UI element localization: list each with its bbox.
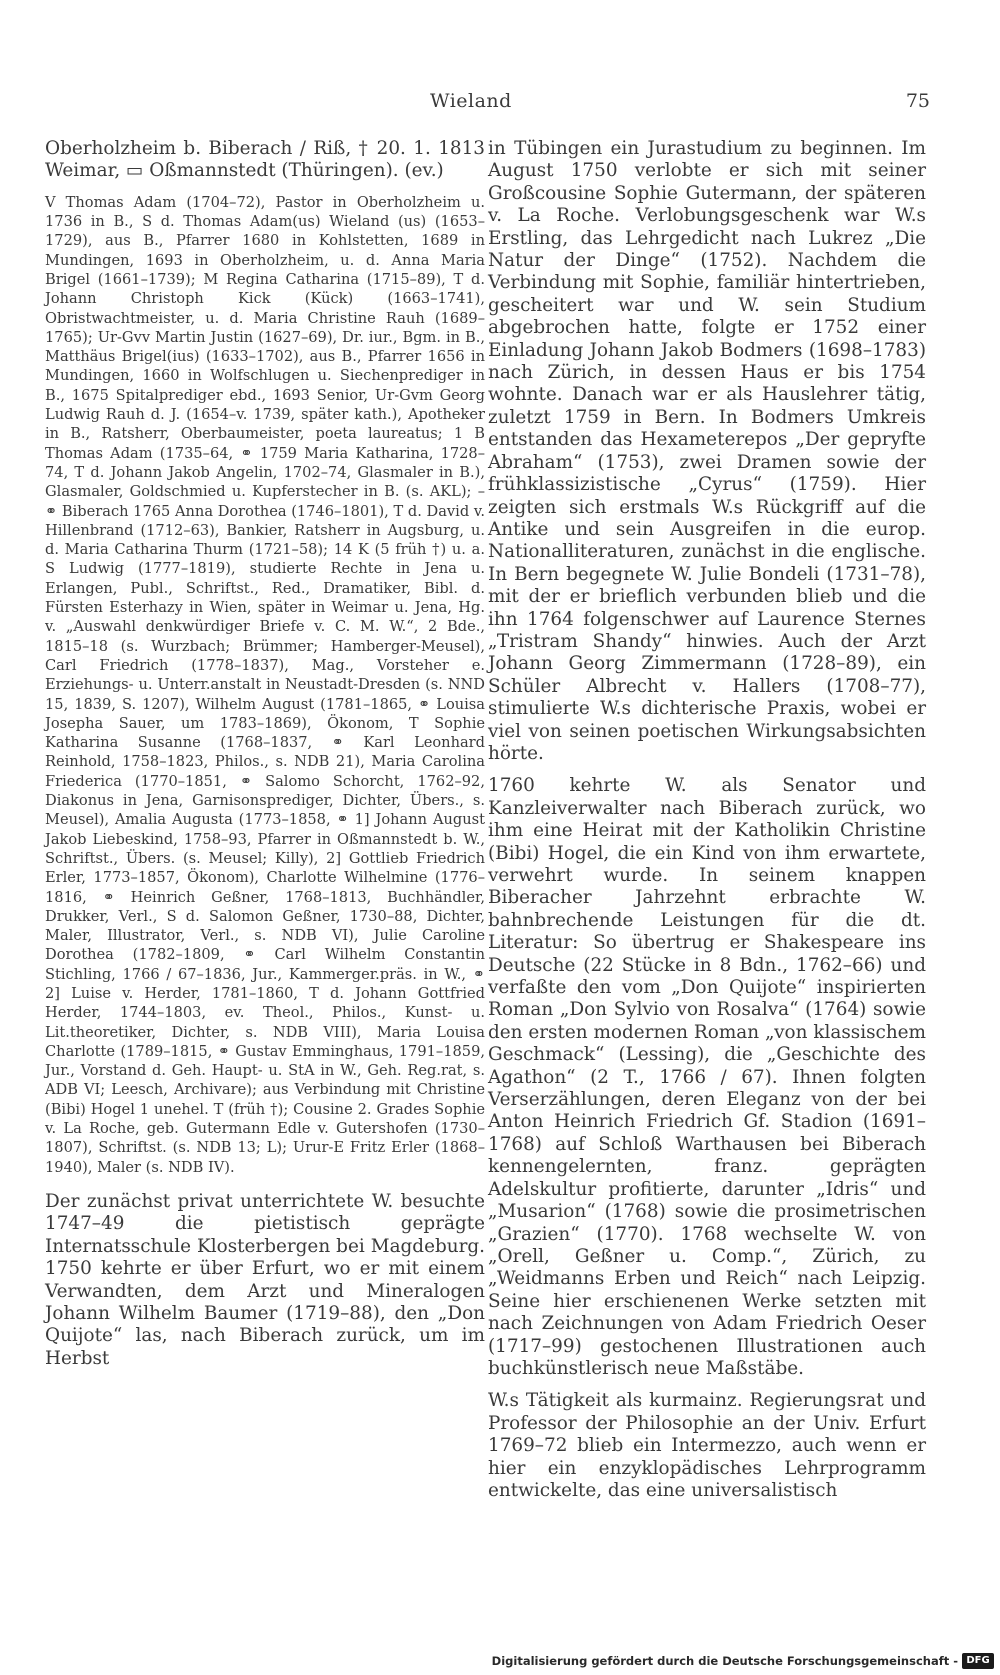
biography-paragraph: in Tübingen ein Jurastudium zu beginnen. Im August 1750 verlobte er sich mit seiner Großcousine Sophie Gutermann, der späteren v. La Roche. Verlobungsgeschenk war W.s Erstling, das Lehrgedicht nach Lukrez „Die Natur der Dinge“ (1752). Nachdem die Verbindung mit Sophie, familiär hintertrieben, gescheitert war und W. sein Studium abgebrochen hatte, folgte er 1752 einer Einladung Johann Jakob Bodmers (1698–1783) nach Zürich, in dessen Haus er bis 1754 wohnte. Danach war er als Hauslehrer tätig, zuletzt 1759 in Bern. In Bodmers Umkreis entstanden das Hexameterepos „Der gepryfte Abraham“ (1753), zwei Dramen sowie der frühklassizistische „Cyrus“ (1759). Hier zeigten sich erstmals W.s Rückgriff auf die Antike und sein Ausgreifen in die europ. Nationalliteraturen, zunächst in die englische. In Bern begegnete W. Julie Bondeli (1731–78), mit der er brieflich verbunden blieb und die ihn 1764 folgenschwer auf Laurence Sternes „Tristram Shandy“ hinwies. Auch der Arzt Johann Georg Zimmermann (1728–89), ein Schüler Albrecht v. Hallers (1708–77), stimulierte W.s dichterische Praxis, wobei er viel von seinen poetischen Wirkungsabsichten hörte.: [488, 138, 926, 764]
biography-paragraph: 1760 kehrte W. als Senator und Kanzleiverwalter nach Biberach zurück, wo ihm eine Heirat mit der Katholikin Christine (Bibi) Hogel, die ein Kind von ihm erwartete, verwehrt wurde. In seinem knappen Biberacher Jahrzehnt erbrachte W. bahnbrechende Leistungen für die dt. Literatur: So übertrug er Shakespeare ins Deutsche (22 Stücke in 8 Bdn., 1762–66) und verfaßte den vom „Don Quijote“ inspirierten Roman „Don Sylvio von Rosalva“ (1764) sowie den ersten modernen Roman „von klassischem Geschmack“ (Lessing), die „Geschichte des Agathon“ (2 T., 1766 / 67). Ihnen folgten Verserzählungen, deren Eleganz von der bei Anton Heinrich Friedrich Gf. Stadion (1691–1768) auf Schloß Warthausen bei Biberach kennengelernten, franz. geprägten Adelskultur profitierte, darunter „Idris“ und „Musarion“ (1768) sowie die prosimetrischen „Grazien“ (1770). 1768 wechselte W. von „Orell, Geßner u. Comp.“, Zürich, zu „Weidmanns Erben und Reich“ nach Leipzig. Seine hier erschienenen Werke setzten mit nach Zeichnungen von Adam Friedrich Oeser (1717–99) gestochenen Illustrationen auch buchkünstlerisch neue Maßstäbe.: [488, 775, 926, 1379]
biography-paragraph: Der zunächst privat unterrichtete W. besuchte 1747–49 die pietistisch geprägte Internatsschule Klosterbergen bei Magdeburg. 1750 kehrte er über Erfurt, wo er mit einem Verwandten, dem Arzt und Mineralogen Johann Wilhelm Baumer (1719–88), den „Don Quijote“ las, nach Biberach zurück, um im Herbst: [45, 1190, 485, 1369]
biography-paragraph: W.s Tätigkeit als kurmainz. Regierungsrat und Professor der Philosophie an der Univ. Erfurt 1769–72 blieb ein Intermezzo, auch wenn er hier ein enzyklopädisches Lehrprogramm entwickelte, das eine universalistisch: [488, 1390, 926, 1501]
biography-intro: Oberholzheim b. Biberach / Riß, † 20. 1. 1813 Weimar, ▭ Oßmannstedt (Thüringen). (ev.): [45, 138, 485, 182]
credit-text: Digitalisierung gefördert durch die Deutsche Forschungsgemeinschaft -: [491, 1654, 958, 1668]
right-column: [488, 138, 926, 1502]
page-number: 75: [905, 90, 930, 112]
running-head: [430, 90, 930, 120]
dfg-logo-icon: DFG: [962, 1653, 994, 1669]
running-title: Wieland: [430, 90, 512, 112]
genealogy-paragraph: V Thomas Adam (1704–72), Pastor in Oberholzheim u. 1736 in B., S d. Thomas Adam(us) Wieland (us) (1653–1729), aus B., Pfarrer 1680 in Kohlstetten, 1689 in Mundingen, 1693 in Oberholzheim, u. d. Anna Maria Brigel (1661–1739); M Regina Catharina (1715–89), T d. Johann Christoph Kick (Kück) (1663–1741), Obristwachtmeister, u. d. Maria Christine Rauh (1689–1765); Ur-Gvv Martin Justin (1627–69), Dr. iur., Bgm. in B., Matthäus Brigel(ius) (1633–1702), aus B., Pfarrer 1656 in Mundingen, 1660 in Wolfschlugen u. Siechenprediger in B., 1675 Spitalprediger ebd., 1693 Senior, Ur-Gvm Georg Ludwig Rauh d. J. (1654–v. 1739, später kath.), Apotheker in B., Ratsherr, Oberbaumeister, poeta laureatus; 1 B Thomas Adam (1735–64, ⚭ 1759 Maria Katharina, 1728–74, T d. Johann Jakob Angelin, 1702–74, Glasmaler in B.), Glasmaler, Goldschmied u. Kupferstecher in B. (s. AKL); – ⚭ Biberach 1765 Anna Dorothea (1746–1801), T d. David v. Hillenbrand (1712–63), Bankier, Ratsherr in Augsburg, u. d. Maria Catharina Thurm (1721–58); 14 K (5 früh †) u. a. S Ludwig (1777–1819), studierte Rechte in Jena u. Erlangen, Publ., Schriftst., Red., Dramatiker, Bibl. d. Fürsten Esterhazy in Wien, später in Weimar u. Jena, Hg. v. „Auswahl denkwürdiger Briefe v. C. M. W.“, 2 Bde., 1815–18 (s. Wurzbach; Brümmer; Hamberger-Meusel), Carl Friedrich (1778–1837), Mag., Vorsteher e. Erziehungs- u. Unterr.anstalt in Neustadt-Dresden (s. NND 15, 1839, S. 1207), Wilhelm August (1781–1865, ⚭ Louisa Josepha Sauer, um 1783–1869), Ökonom, T Sophie Katharina Susanne (1768–1837, ⚭ Karl Leonhard Reinhold, 1758–1823, Philos., s. NDB 21), Maria Carolina Friederica (1770–1851, ⚭ Salomo Schorcht, 1762–92, Diakonus in Jena, Garnisonsprediger, Dichter, Übers., s. Meusel), Amalia Augusta (1773–1858, ⚭ 1] Johann August Jakob Liebeskind, 1758–93, Pfarrer in Oßmannstedt b. W., Schriftst., Übers. (s. Meusel; Killy), 2] Gottlieb Friedrich Erler, 1773–1857, Ökonom), Charlotte Wilhelmine (1776–1816, ⚭ Heinrich Geßner, 1768–1813, Buchhändler, Drukker, Verl., S d. Salomon Geßner, 1730–88, Dichter, Maler, Illustrator, Verl., s. NDB VI), Julie Caroline Dorothea (1782–1809, ⚭ Carl Wilhelm Constantin Stichling, 1766 / 67–1836, Jur., Kammerger.präs. in W., ⚭ 2] Luise v. Herder, 1781–1860, T d. Johann Gottfried Herder, 1744–1803, ev. Theol., Philos., Kunst- u. Lit.theoretiker, Dichter, s. NDB VIII), Maria Louisa Charlotte (1789–1815, ⚭ Gustav Emminghaus, 1791–1859, Jur., Vorstand d. Geh. Haupt- u. StA in W., Geh. Reg.rat, s. ADB VI; Leesch, Archivare); aus Verbindung mit Christine (Bibi) Hogel 1 unehel. T (früh †); Cousine 2. Grades Sophie v. La Roche, geb. Gutermann Edle v. Gutershofen (1730–1807), Schriftst. (s. NDB 13; L); Urur-E Fritz Erler (1868–1940), Maler (s. NDB IV).: [45, 193, 485, 1176]
digitization-credit: [492, 1651, 994, 1671]
left-column: [45, 138, 485, 1370]
